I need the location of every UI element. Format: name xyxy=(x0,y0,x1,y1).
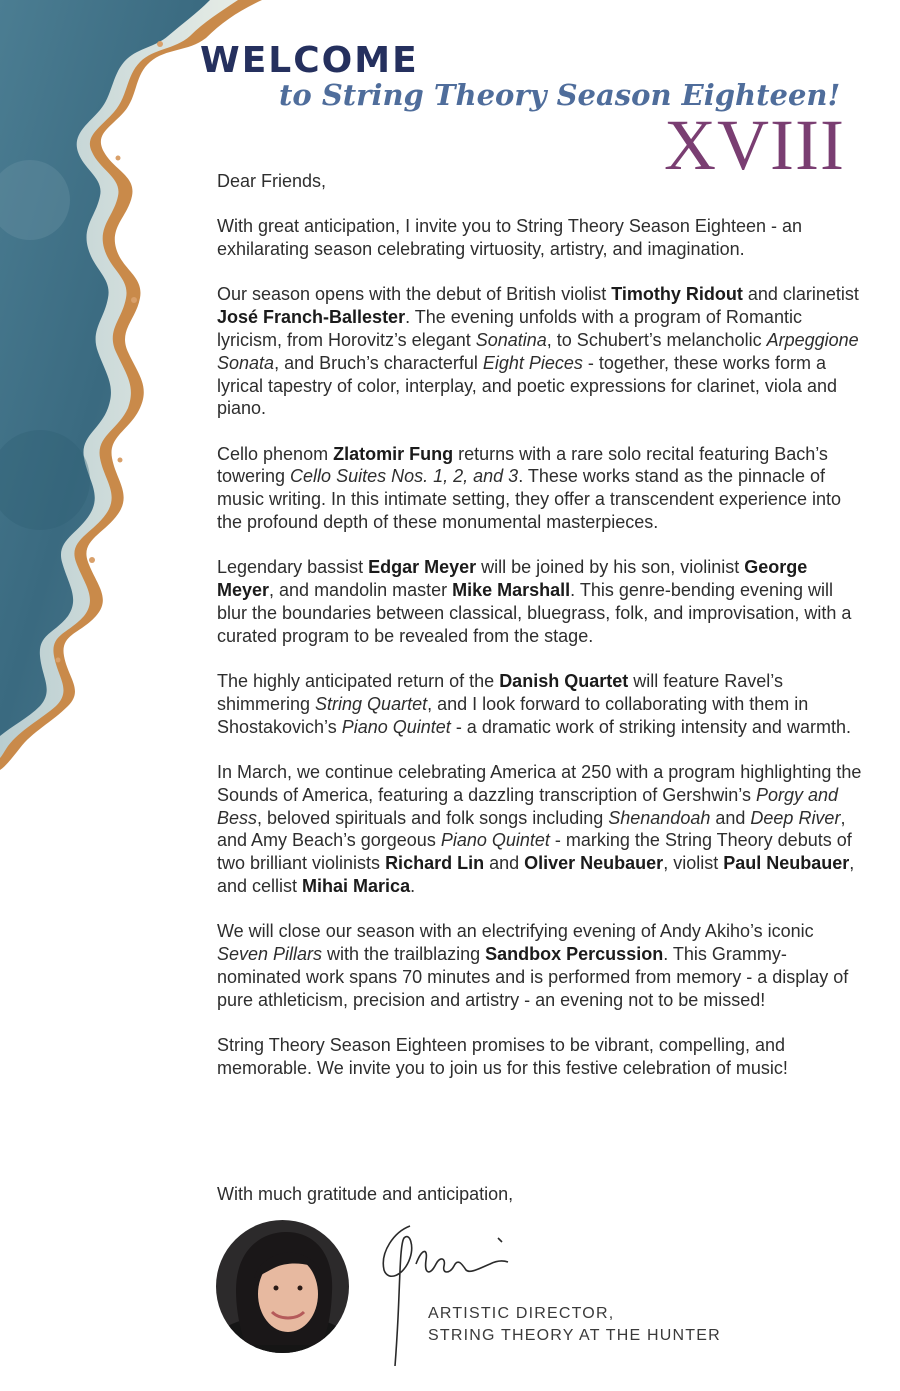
work-title: Piano Quintet xyxy=(341,716,451,737)
letter-paragraph xyxy=(217,670,867,738)
letter-text: , violist xyxy=(663,853,724,874)
performer-name: Edgar Meyer xyxy=(368,557,477,578)
work-title: Arpeggione Sonata xyxy=(217,329,859,373)
letter-text: - a dramatic work of striking intensity and warmth. xyxy=(450,716,851,737)
letter-paragraph xyxy=(217,556,867,647)
letter-text: and xyxy=(710,807,751,828)
letter-text: String Theory Season Eighteen promises to be vibrant, compelling, and memorable. We invite you to join us for this festive celebration of music! xyxy=(217,1034,788,1078)
letter-text: will be joined by his son, violinist xyxy=(476,557,745,578)
letter-text: . This Grammy-nominated work spans 70 minutes and is performed from memory - a display of pure athleticism, precision and artistry - an evening not to be missed! xyxy=(217,944,849,1010)
performer-name: George Meyer xyxy=(217,557,808,601)
performer-name: Danish Quartet xyxy=(499,671,629,692)
signer-title-line1: ARTISTIC DIRECTOR, xyxy=(428,1305,615,1322)
letter-text: , and Bruch’s characterful xyxy=(274,352,483,373)
letter-text: . These works stand as the pinnacle of music writing. In this intimate setting, they offer a transcendent experience into the profound depth of these monumental masterpieces. xyxy=(217,466,841,533)
avatar xyxy=(216,1220,349,1353)
work-title: Shenandoah xyxy=(608,807,711,828)
letter-paragraph xyxy=(217,443,867,534)
letter-text: With great anticipation, I invite you to String Theory Season Eighteen - an exhilarating season celebrating virtuosity, artistry, and imagination. xyxy=(217,216,802,260)
season-roman-numeral: XVIII xyxy=(664,105,845,185)
season-subtitle: to String Theory Season Eighteen! xyxy=(279,78,841,112)
letter-text: returns with a rare solo recital featuring Bach’s towering xyxy=(217,443,828,487)
letter-paragraphs xyxy=(217,215,867,1079)
handwritten-signature xyxy=(370,1218,530,1368)
letter-text: - together, these works form a lyrical tapestry of color, interplay, and poetic expressions for clarinet, viola and piano. xyxy=(217,352,837,419)
work-title: Seven Pillars xyxy=(217,944,323,965)
salutation: Dear Friends, xyxy=(217,171,327,191)
performer-name: Zlatomir Fung xyxy=(333,443,454,464)
letter-text: with the trailblazing xyxy=(322,944,486,965)
letter-text: , to Schubert’s melancholic xyxy=(546,329,767,350)
performer-name: Richard Lin xyxy=(385,853,485,874)
letter-body xyxy=(217,170,867,1102)
letter-text: , and mandolin master xyxy=(269,580,453,601)
letter-text: Legendary bassist xyxy=(217,557,369,578)
letter-text: , and Amy Beach’s gorgeous xyxy=(217,807,846,851)
letter-text: The highly anticipated return of the xyxy=(217,671,500,692)
performer-name: Mihai Marica xyxy=(302,875,411,896)
performer-name: José Franch-Ballester xyxy=(217,307,406,328)
work-title: Porgy and Bess xyxy=(217,784,839,828)
letter-text: , and cellist xyxy=(217,853,855,896)
letter-text: will feature Ravel’s shimmering xyxy=(217,671,783,714)
performer-name: Paul Neubauer xyxy=(723,853,850,874)
performer-name: Oliver Neubauer xyxy=(524,853,664,874)
work-title: String Quartet xyxy=(315,693,428,714)
letter-text: . The evening unfolds with a program of Romantic lyricism, from Horovitz’s elegant xyxy=(217,307,802,350)
letter-paragraph xyxy=(217,920,867,1011)
welcome-heading: WELCOME xyxy=(200,40,419,81)
performer-name: Timothy Ridout xyxy=(611,284,743,305)
letter-text: We will close our season with an electrifying evening of Andy Akiho’s iconic xyxy=(217,921,814,942)
letter-text: , and I look forward to collaborating with them in Shostakovich’s xyxy=(217,693,809,737)
letter-text: and xyxy=(484,853,525,874)
letter-text: - marking the String Theory debuts of two brilliant violinists xyxy=(217,830,852,874)
work-title: Cello Suites Nos. 1, 2, and 3 xyxy=(290,466,519,487)
letter-text: Our season opens with the debut of British violist xyxy=(217,284,612,305)
letter-text: and clarinetist xyxy=(742,284,859,305)
work-title: Deep River xyxy=(750,807,841,828)
letter-text: In March, we continue celebrating America at 250 with a program highlighting the Sounds of America, featuring a dazzling transcription of Gershwin’s xyxy=(217,761,862,805)
portrait-photo xyxy=(216,1220,349,1353)
letter-text: . This genre-bending evening will blur the boundaries between classical, bluegrass, folk, and improvisation, with a curated program to be revealed from the stage. xyxy=(217,580,852,646)
work-title: Eight Pieces xyxy=(482,352,583,373)
closing-line: With much gratitude and anticipation, xyxy=(217,1184,514,1204)
letter-text: Cello phenom xyxy=(217,443,334,464)
letter-paragraph xyxy=(217,761,867,898)
letter-text: , beloved spirituals and folk songs including xyxy=(257,807,609,828)
letter-paragraph xyxy=(217,283,867,420)
work-title: Sonatina xyxy=(475,329,547,350)
letter-paragraph xyxy=(217,1034,867,1080)
performer-name: Sandbox Percussion xyxy=(485,944,664,965)
letter-paragraph xyxy=(217,215,867,261)
signer-title-line2: STRING THEORY AT THE HUNTER xyxy=(428,1327,721,1344)
performer-name: Mike Marshall xyxy=(452,580,571,601)
work-title: Piano Quintet xyxy=(440,830,550,851)
letter-text: . xyxy=(410,875,416,896)
